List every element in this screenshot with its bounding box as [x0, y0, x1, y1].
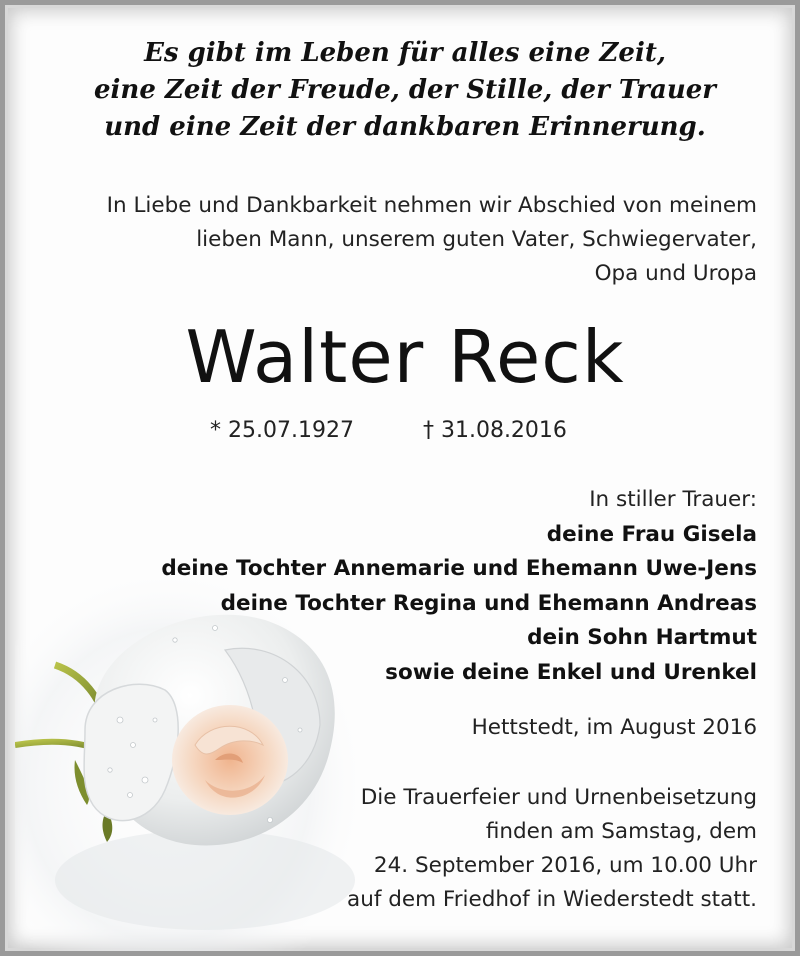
mourner-line: dein Sohn Hartmut	[527, 625, 757, 650]
motto-line-1: Es gibt im Leben für alles eine Zeit,	[144, 38, 666, 68]
mourners	[57, 483, 757, 690]
funeral-line-3: 24. September 2016, um 10.00 Uhr	[373, 853, 757, 878]
motto	[5, 35, 800, 146]
intro-line-1: In Liebe und Dankbarkeit nehmen wir Abschied von meinem	[106, 193, 757, 218]
mourner-line: deine Tochter Annemarie und Ehemann Uwe-Jens	[161, 556, 757, 581]
intro-text	[17, 189, 757, 291]
life-dates	[210, 415, 567, 447]
deceased-name: Walter Reck	[185, 315, 625, 399]
motto-line-3: und eine Zeit der dankbaren Erinnerung.	[104, 112, 706, 142]
funeral-info	[237, 781, 757, 917]
mourner-line: deine Frau Gisela	[546, 521, 757, 547]
motto-line-2: eine Zeit der Freude, der Stille, der Trauer	[94, 75, 716, 105]
mourner-line: deine Tochter Regina und Ehemann Andreas	[220, 590, 757, 616]
funeral-line-1: Die Trauerfeier und Urnenbeisetzung	[360, 785, 757, 810]
mourner-line: sowie deine Enkel und Urenkel	[385, 659, 757, 685]
funeral-line-4: auf dem Friedhof in Wiederstedt statt.	[347, 887, 757, 912]
funeral-line-2: finden am Samstag, dem	[485, 819, 757, 844]
birth-date: * 25.07.1927	[210, 418, 354, 443]
intro-line-3: Opa und Uropa	[594, 261, 757, 286]
place-and-date: Hettstedt, im August 2016	[471, 715, 757, 740]
intro-line-2: lieben Mann, unserem guten Vater, Schwiegervater,	[196, 227, 757, 252]
mourners-heading: In stiller Trauer:	[589, 487, 757, 512]
death-date: † 31.08.2016	[422, 418, 567, 443]
